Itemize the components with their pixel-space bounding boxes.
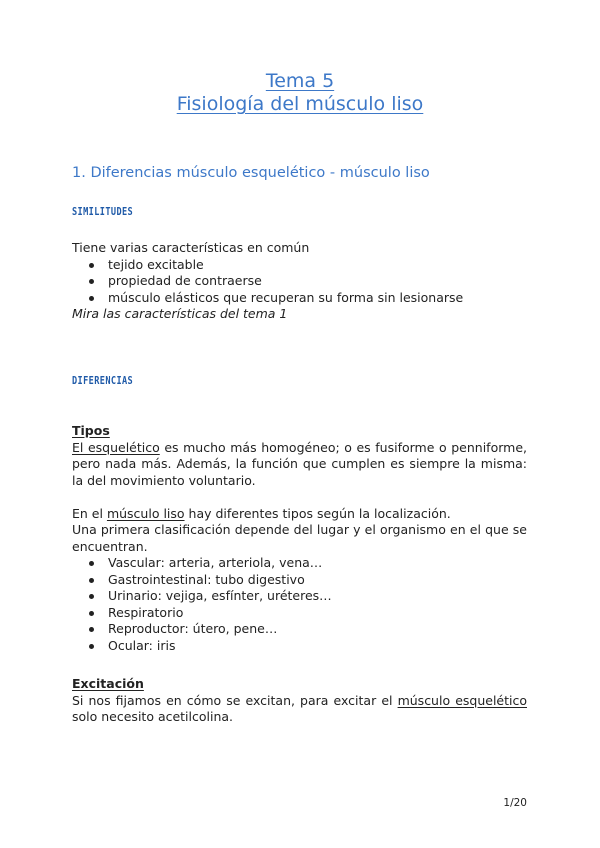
bullet-icon	[89, 578, 94, 583]
tipos-paragraph-3: Una primera clasificación depende del lugar y el organismo en el que se encuentran.	[72, 522, 527, 554]
bullet-icon	[89, 263, 94, 268]
page-number: 1/20	[503, 797, 527, 809]
bullet-icon	[89, 296, 94, 301]
title-line-2: Fisiología del músculo liso	[176, 93, 424, 115]
tipos-paragraph-1: El esquelético es mucho más homogéneo; o es fusiforme o penniforme, pero nada más. Además, la función que cumplen es siempre la misma: la del movimiento voluntario.	[72, 439, 527, 488]
tipos-list	[72, 555, 527, 654]
tipos-label: Tipos	[72, 423, 110, 438]
list-item: Ocular: iris	[72, 638, 527, 655]
bullet-icon	[89, 594, 94, 599]
underlined-text: El esquelético	[72, 439, 160, 455]
similitudes-list	[72, 257, 527, 307]
excitacion-block	[72, 676, 527, 726]
list-item: tejido excitable	[72, 257, 527, 274]
bullet-icon	[89, 644, 94, 649]
similitudes-block	[72, 240, 527, 323]
list-item: Reproductor: útero, pene…	[72, 621, 527, 638]
list-item: músculo elásticos que recuperan su forma sin lesionarse	[72, 290, 527, 307]
similitudes-note: Mira las características del tema 1	[72, 306, 288, 321]
bullet-icon	[89, 627, 94, 632]
list-item: Vascular: arteria, arteriola, vena…	[72, 555, 527, 572]
tipos-block	[72, 423, 527, 654]
underlined-text: músculo liso	[106, 505, 185, 521]
bullet-icon	[89, 561, 94, 566]
bullet-icon	[89, 279, 94, 284]
similitudes-heading: SIMILITUDES	[72, 205, 134, 218]
diferencias-heading: DIFERENCIAS	[72, 374, 134, 387]
excitacion-paragraph: Si nos fijamos en cómo se excitan, para excitar el músculo esquelético solo necesito acetilcolina.	[72, 692, 527, 724]
list-item: propiedad de contraerse	[72, 273, 527, 290]
section-heading: 1. Diferencias músculo esquelético - músculo liso	[72, 165, 430, 181]
bullet-icon	[89, 611, 94, 616]
document-title	[0, 70, 600, 116]
similitudes-intro: Tiene varias características en común	[72, 240, 310, 255]
title-line-1: Tema 5	[265, 70, 335, 92]
excitacion-label: Excitación	[72, 676, 144, 691]
list-item: Gastrointestinal: tubo digestivo	[72, 572, 527, 589]
underlined-text: músculo esquelético	[397, 692, 527, 708]
tipos-paragraph-2: En el músculo liso hay diferentes tipos según la localización.	[72, 505, 451, 521]
list-item: Urinario: vejiga, esfínter, uréteres…	[72, 588, 527, 605]
list-item: Respiratorio	[72, 605, 527, 622]
